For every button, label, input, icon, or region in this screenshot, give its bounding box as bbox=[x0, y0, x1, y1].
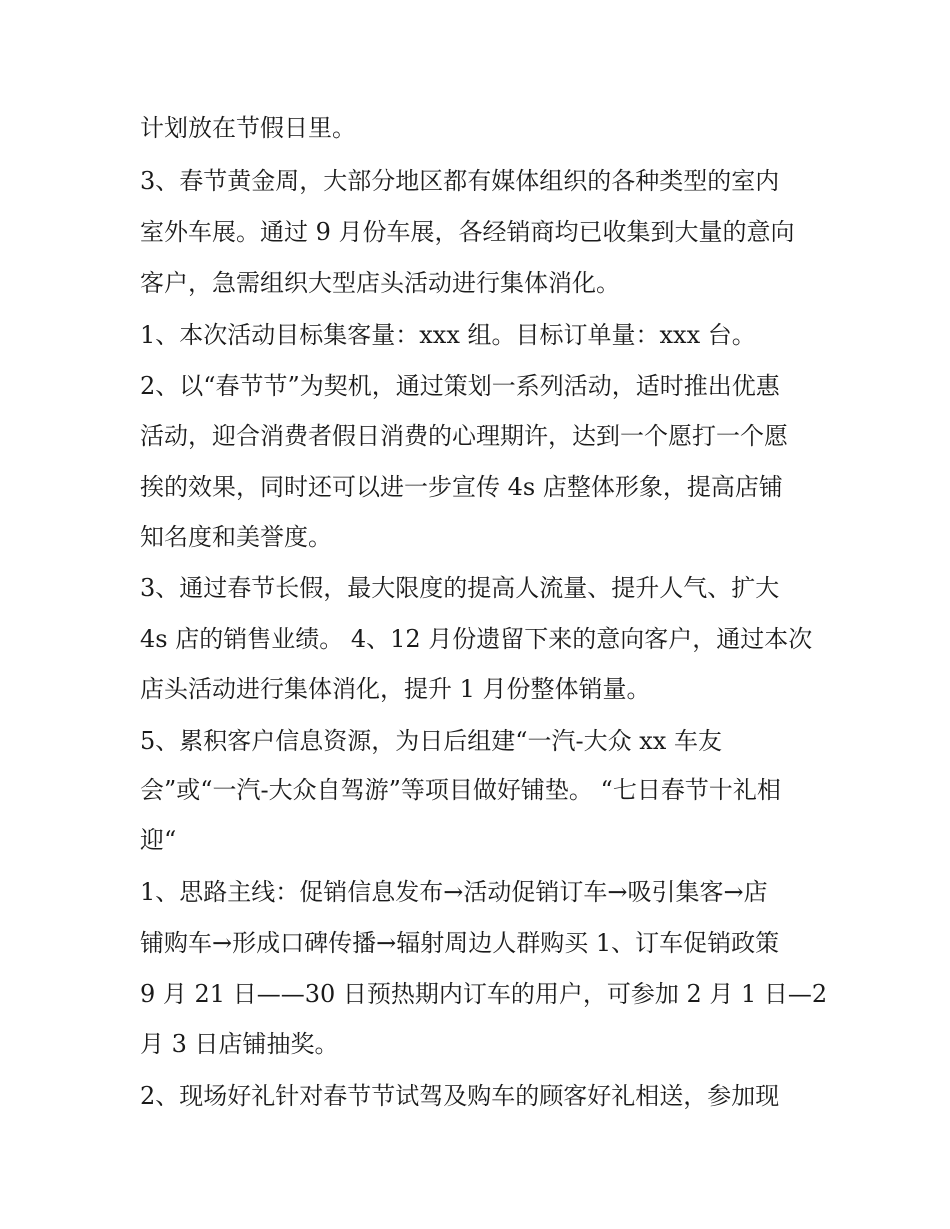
text-line: 活动，迎合消费者假日消费的心理期许，达到一个愿打一个愿 bbox=[140, 422, 788, 450]
text-line: 1、本次活动目标集客量：xxx 组。目标订单量：xxx 台。 bbox=[140, 321, 756, 349]
text-line: 客户，急需组织大型店头活动进行集体消化。 bbox=[140, 269, 620, 297]
text-line: 2、现场好礼针对春节节试驾及购车的顾客好礼相送，参加现 bbox=[140, 1082, 780, 1110]
text-line: 迎“ bbox=[140, 826, 177, 854]
text-line: 3、春节黄金周，大部分地区都有媒体组织的各种类型的室内 bbox=[140, 167, 780, 195]
text-line: 9 月 21 日——30 日预热期内订车的用户，可参加 2 月 1 日—2 bbox=[140, 980, 828, 1008]
text-line: 会”或“一汽-大众自驾游”等项目做好铺垫。 “七日春节十礼相 bbox=[140, 776, 781, 804]
text-line: 知名度和美誉度。 bbox=[140, 523, 332, 551]
text-line: 计划放在节假日里。 bbox=[140, 114, 356, 142]
text-line: 3、通过春节长假，最大限度的提高人流量、提升人气、扩大 bbox=[140, 574, 780, 602]
text-line: 2、以“春节节”为契机，通过策划一系列活动，适时推出优惠 bbox=[140, 372, 780, 400]
text-line: 1、思路主线：促销信息发布→活动促销订车→吸引集客→店 bbox=[140, 878, 768, 906]
text-line: 挨的效果，同时还可以进一步宣传 4s 店整体形象，提高店铺 bbox=[140, 473, 783, 501]
text-line: 月 3 日店铺抽奖。 bbox=[140, 1030, 339, 1058]
text-line: 店头活动进行集体消化，提升 1 月份整体销量。 bbox=[140, 675, 651, 703]
text-line: 4s 店的销售业绩。 4、12 月份遗留下来的意向客户，通过本次 bbox=[140, 625, 813, 653]
text-line: 室外车展。通过 9 月份车展，各经销商均已收集到大量的意向 bbox=[140, 218, 795, 246]
text-line: 铺购车→形成口碑传播→辐射周边人群购买 1、订车促销政策 bbox=[140, 929, 780, 957]
text-line: 5、累积客户信息资源，为日后组建“一汽-大众 xx 车友 bbox=[140, 727, 722, 755]
